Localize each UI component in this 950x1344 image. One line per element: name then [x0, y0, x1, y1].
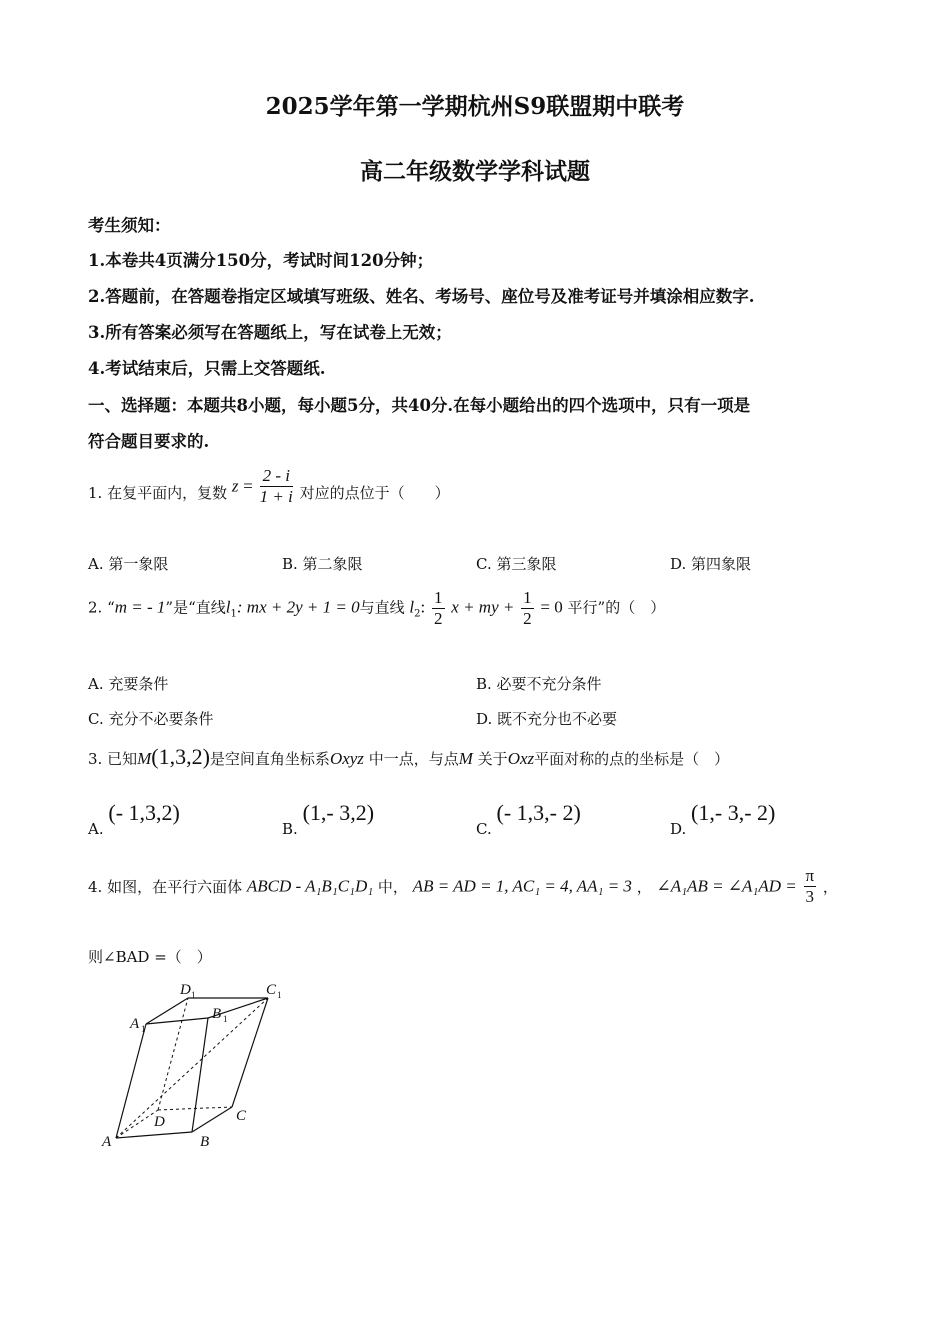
edge-BB1 [192, 1018, 208, 1132]
section-heading: 一、选择题：本题共8小题，每小题5分，共40分.在每小题给出的四个选项中，只有一项是 [88, 396, 751, 415]
question-4-cont: 则∠BAD =（ ） [88, 948, 212, 966]
label-A1-sub: 1 [141, 1024, 146, 1034]
label-C1: C [266, 982, 277, 998]
label-D1-sub: 1 [191, 990, 196, 1000]
question-3: 3. 已知M(1,3,2)是空间直角坐标系Oxyz 中一点，与点M 关于Oxz平面对称的点的坐标是（ ） [88, 744, 730, 769]
label-C1-sub: 1 [277, 990, 282, 1000]
label-A: A [102, 1134, 112, 1150]
q2-option-b: B. 必要不充分条件 [476, 675, 602, 693]
exam-title: 2025学年第一学期杭州S9联盟期中联考 [265, 93, 685, 120]
q2-option-d: D. 既不充分也不必要 [476, 710, 618, 728]
question-2: 2. “m = - 1”是“直线$l_1$: mx + 2y + 1 = 0与直线 $l_2$: $\frac{1}{2}$ x + my + $\frac{1}{2}$ = 0 平行”的（ ） [88, 588, 666, 628]
edge-BC [192, 1107, 232, 1132]
label-A1: A [130, 1016, 140, 1032]
question-1: 1. 在复平面内，复数 z = $\frac{2 - i}{1 + i}$ 对应的点位于（ ） [88, 466, 450, 506]
label-B1-sub: 1 [223, 1014, 228, 1024]
notice-heading: 考生须知： [88, 216, 171, 235]
notice-item: 3.所有答案必须写在答题纸上，写在试卷上无效； [88, 323, 452, 342]
notice-item: 2.答题前，在答题卷指定区域填写班级、姓名、考场号、座位号及准考证号并填涂相应数字. [88, 287, 755, 306]
notice-item: 4.考试结束后，只需上交答题纸. [88, 359, 326, 378]
parallelepiped-figure [96, 972, 296, 1152]
q1-fraction: $\frac{2 - i}{1 + i}$ [259, 466, 293, 506]
q2-fraction-half: $\frac{1}{2}$ [434, 588, 443, 628]
label-B: B [200, 1134, 210, 1150]
label-D1: D [180, 982, 191, 998]
q2-option-a: A. 充要条件 [88, 675, 169, 693]
q1-option-d: D. 第四象限 [670, 555, 752, 573]
edge-DD1-hidden [158, 998, 188, 1110]
q4-fraction-pi-over-3: $\frac{\pi}{3}$ [805, 866, 815, 906]
q3-option-d: D. (1,- 3,- 2) [670, 800, 776, 838]
label-B1: B [212, 1006, 222, 1022]
q2-option-c: C. 充分不必要条件 [88, 710, 214, 728]
exam-subtitle: 高二年级数学学科试题 [360, 158, 590, 185]
label-C: C [236, 1108, 247, 1124]
q1-option-b: B. 第二象限 [282, 555, 363, 573]
q2-fraction-half: $\frac{1}{2}$ [523, 588, 532, 628]
q3-option-c: C. (- 1,3,- 2) [476, 800, 581, 838]
label-D: D [154, 1114, 165, 1130]
question-4: 4. 如图，在平行六面体 ABCD - A₁B₁C₁D₁ 中， AB = AD = 1, AC₁ = 4, AA₁ = 3 ， ∠A₁AB = ∠A₁AD = $\frac{\pi}{3}$ ， [88, 866, 838, 906]
section-heading-cont: 符合题目要求的. [88, 432, 210, 451]
q1-option-c: C. 第三象限 [476, 555, 557, 573]
q3-option-a: A. (- 1,3,2) [88, 800, 180, 838]
edge-AB [116, 1132, 192, 1138]
notice-item: 1.本卷共4页满分150分，考试时间120分钟； [88, 251, 434, 270]
q1-option-a: A. 第一象限 [88, 555, 169, 573]
q3-option-b: B. (1,- 3,2) [282, 800, 375, 838]
